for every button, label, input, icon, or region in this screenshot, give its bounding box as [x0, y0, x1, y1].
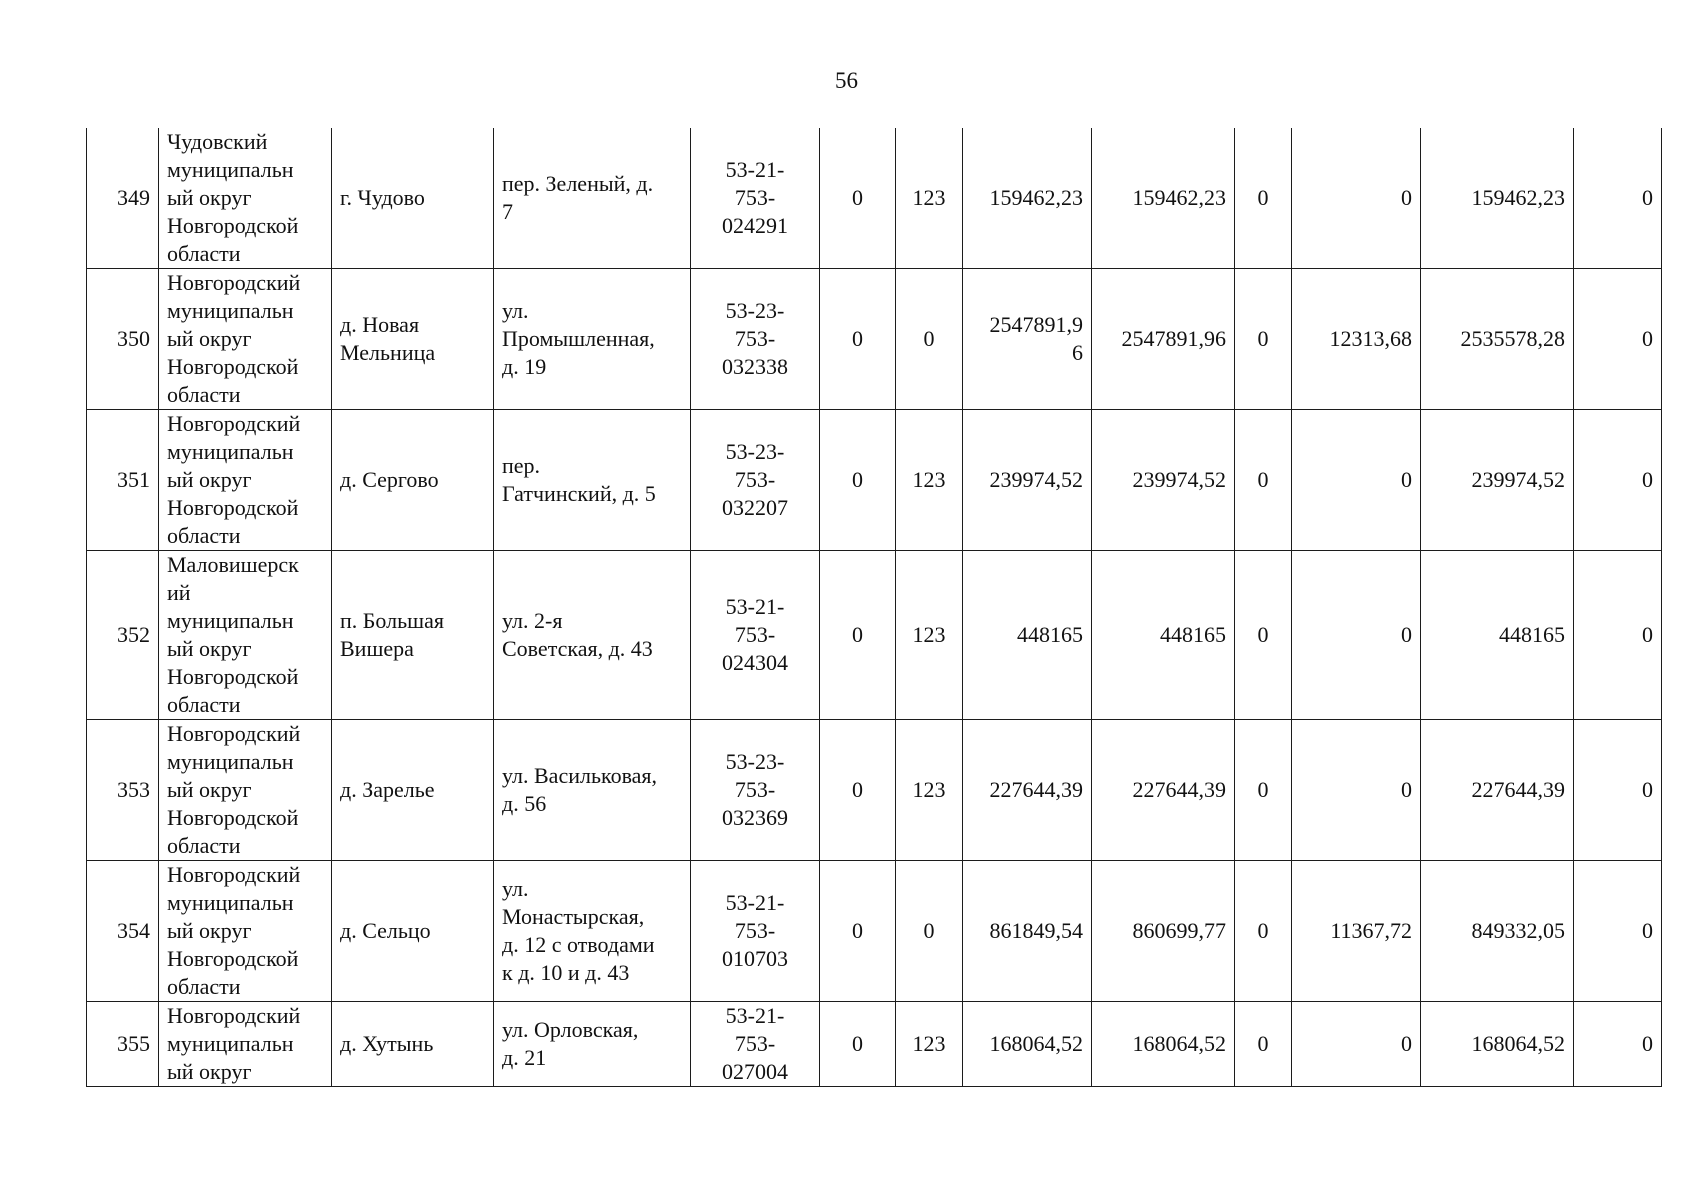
district-cell-line: Новгородской — [167, 805, 299, 830]
amount-cell: 2535578,28 — [1421, 269, 1574, 410]
settlement-cell: д. Хутынь — [332, 1002, 494, 1087]
district-cell-line: муниципальн — [167, 1031, 294, 1056]
object-code-cell — [691, 269, 820, 410]
amount-cell: 168064,52 — [1421, 1002, 1574, 1087]
value-cell: 0 — [820, 410, 896, 551]
district-cell-line: ий — [167, 580, 191, 605]
amount-cell — [963, 410, 1092, 551]
object-code-cell-line: 753- — [734, 918, 776, 943]
district-cell-line: Новгородской — [167, 946, 299, 971]
table-row — [87, 128, 1662, 269]
object-code-cell-line: 753- — [734, 326, 776, 351]
address-cell-line: д. 21 — [502, 1045, 547, 1070]
table-row — [87, 720, 1662, 861]
table-row — [87, 410, 1662, 551]
district-cell-line: ый округ — [167, 1059, 252, 1084]
value-cell: 0 — [820, 1002, 896, 1087]
amount-cell — [963, 861, 1092, 1002]
address-cell-line: д. 56 — [502, 791, 547, 816]
object-code-cell-line: 53-23- — [725, 298, 785, 323]
value-cell: 0 — [896, 861, 963, 1002]
address-cell-line: пер. Зеленый, д. — [502, 171, 654, 196]
address-cell — [494, 1002, 691, 1087]
amount-cell: 0 — [1292, 551, 1421, 720]
amount-cell-line: 168064,52 — [989, 1031, 1083, 1056]
amount-cell-line: 227644,39 — [989, 777, 1083, 802]
district-cell-line: Новгородской — [167, 664, 299, 689]
object-code-cell-line: 010703 — [722, 946, 788, 971]
address-cell — [494, 861, 691, 1002]
address-cell-line: 7 — [502, 199, 513, 224]
district-cell — [159, 128, 332, 269]
district-cell — [159, 1002, 332, 1087]
district-cell-line: области — [167, 523, 241, 548]
amount-cell: 0 — [1292, 410, 1421, 551]
object-code-cell-line: 753- — [734, 777, 776, 802]
value-cell: 123 — [896, 1002, 963, 1087]
object-code-cell-line: 753- — [734, 622, 776, 647]
value-cell: 0 — [896, 269, 963, 410]
value-cell: 0 — [820, 861, 896, 1002]
amount-cell: 448165 — [1092, 551, 1235, 720]
object-code-cell-line: 53-23- — [725, 749, 785, 774]
district-cell-line: Новгородской — [167, 495, 299, 520]
amount-cell: 860699,77 — [1092, 861, 1235, 1002]
object-code-cell — [691, 128, 820, 269]
address-cell — [494, 269, 691, 410]
value-cell: 0 — [1574, 269, 1662, 410]
settlement-cell: д. Зарелье — [332, 720, 494, 861]
amount-cell — [963, 269, 1092, 410]
object-code-cell-line: 753- — [734, 1031, 776, 1056]
value-cell: 123 — [896, 410, 963, 551]
value-cell: 0 — [1235, 410, 1292, 551]
settlement-cell: д. Новая Мельница — [332, 269, 494, 410]
table-row — [87, 551, 1662, 720]
value-cell: 0 — [1574, 551, 1662, 720]
value-cell: 0 — [1574, 1002, 1662, 1087]
district-cell-line: ый округ — [167, 326, 252, 351]
amount-cell: 2547891,96 — [1092, 269, 1235, 410]
amount-cell-line: 448165 — [1017, 622, 1083, 647]
district-cell-line: Новгородский — [167, 270, 301, 295]
value-cell: 0 — [1235, 128, 1292, 269]
district-cell — [159, 410, 332, 551]
amount-cell — [963, 1002, 1092, 1087]
object-code-cell-line: 53-21- — [725, 1003, 785, 1028]
address-cell-line: д. 19 — [502, 354, 547, 379]
address-cell-line: ул. — [502, 876, 529, 901]
amount-cell: 12313,68 — [1292, 269, 1421, 410]
amount-cell: 168064,52 — [1092, 1002, 1235, 1087]
district-cell-line: муниципальн — [167, 890, 294, 915]
value-cell: 123 — [896, 720, 963, 861]
object-code-cell-line: 032207 — [722, 495, 788, 520]
district-cell-line: ый округ — [167, 185, 252, 210]
district-cell — [159, 720, 332, 861]
amount-cell: 448165 — [1421, 551, 1574, 720]
object-code-cell — [691, 551, 820, 720]
district-cell-line: области — [167, 382, 241, 407]
district-cell-line: области — [167, 974, 241, 999]
address-cell — [494, 128, 691, 269]
row-number: 351 — [87, 410, 159, 551]
amount-cell-line: 159462,23 — [989, 185, 1083, 210]
object-code-cell — [691, 1002, 820, 1087]
row-number: 354 — [87, 861, 159, 1002]
district-cell-line: муниципальн — [167, 439, 294, 464]
value-cell: 0 — [1574, 720, 1662, 861]
amount-cell-line: 239974,52 — [989, 467, 1083, 492]
district-cell-line: Маловишерск — [167, 552, 299, 577]
address-cell-line: ул. Васильковая, — [502, 763, 658, 788]
value-cell: 0 — [820, 128, 896, 269]
district-cell-line: ый округ — [167, 918, 252, 943]
amount-cell: 0 — [1292, 1002, 1421, 1087]
page-number: 56 — [835, 68, 858, 93]
district-cell-line: муниципальн — [167, 749, 294, 774]
value-cell: 123 — [896, 128, 963, 269]
value-cell: 0 — [820, 269, 896, 410]
address-cell-line: Монастырская, — [502, 904, 645, 929]
value-cell: 123 — [896, 551, 963, 720]
amount-cell-line: 2547891,9 — [989, 312, 1083, 337]
amount-cell: 159462,23 — [1092, 128, 1235, 269]
amount-cell: 239974,52 — [1421, 410, 1574, 551]
object-code-cell-line: 53-21- — [725, 157, 785, 182]
row-number: 350 — [87, 269, 159, 410]
district-cell-line: Новгородской — [167, 213, 299, 238]
object-code-cell — [691, 410, 820, 551]
amount-cell: 227644,39 — [1092, 720, 1235, 861]
amount-cell-line: 861849,54 — [989, 918, 1083, 943]
address-cell-line: пер. — [502, 453, 541, 478]
amount-cell: 0 — [1292, 720, 1421, 861]
district-cell-line: области — [167, 241, 241, 266]
row-number: 355 — [87, 1002, 159, 1087]
value-cell: 0 — [1235, 551, 1292, 720]
object-code-cell-line: 53-21- — [725, 594, 785, 619]
district-cell — [159, 269, 332, 410]
settlement-cell: п. Большая Вишера — [332, 551, 494, 720]
address-cell-line: Промышленная, — [502, 326, 655, 351]
district-cell-line: области — [167, 692, 241, 717]
register-table — [86, 128, 1662, 1087]
object-code-cell — [691, 720, 820, 861]
district-cell-line: области — [167, 833, 241, 858]
district-cell-line: муниципальн — [167, 157, 294, 182]
value-cell: 0 — [1574, 861, 1662, 1002]
district-cell-line: Новгородской — [167, 354, 299, 379]
amount-cell-line: 6 — [1072, 340, 1083, 365]
row-number: 353 — [87, 720, 159, 861]
value-cell: 0 — [1235, 1002, 1292, 1087]
address-cell-line: ул. 2-я — [502, 608, 563, 633]
amount-cell: 849332,05 — [1421, 861, 1574, 1002]
object-code-cell-line: 032338 — [722, 354, 788, 379]
amount-cell: 159462,23 — [1421, 128, 1574, 269]
table-row — [87, 269, 1662, 410]
district-cell-line: ый округ — [167, 636, 252, 661]
district-cell-line: Новгородский — [167, 411, 301, 436]
address-cell-line: Гатчинский, д. 5 — [502, 481, 656, 506]
row-number: 349 — [87, 128, 159, 269]
district-cell-line: Новгородский — [167, 862, 301, 887]
district-cell-line: ый округ — [167, 467, 252, 492]
address-cell-line: Советская, д. 43 — [502, 636, 653, 661]
object-code-cell-line: 53-23- — [725, 439, 785, 464]
district-cell — [159, 551, 332, 720]
object-code-cell-line: 024291 — [722, 213, 788, 238]
object-code-cell-line: 024304 — [722, 650, 788, 675]
address-cell-line: ул. — [502, 298, 529, 323]
object-code-cell-line: 753- — [734, 467, 776, 492]
object-code-cell-line: 032369 — [722, 805, 788, 830]
district-cell — [159, 861, 332, 1002]
district-cell-line: ый округ — [167, 777, 252, 802]
amount-cell — [963, 128, 1092, 269]
address-cell — [494, 551, 691, 720]
settlement-cell: д. Сергово — [332, 410, 494, 551]
address-cell-line: к д. 10 и д. 43 — [502, 960, 630, 985]
amount-cell — [963, 551, 1092, 720]
value-cell: 0 — [1574, 410, 1662, 551]
settlement-cell: д. Сельцо — [332, 861, 494, 1002]
object-code-cell-line: 53-21- — [725, 890, 785, 915]
value-cell: 0 — [1574, 128, 1662, 269]
table-row — [87, 1002, 1662, 1087]
amount-cell: 11367,72 — [1292, 861, 1421, 1002]
value-cell: 0 — [1235, 861, 1292, 1002]
amount-cell: 239974,52 — [1092, 410, 1235, 551]
address-cell — [494, 410, 691, 551]
address-cell-line: ул. Орловская, — [502, 1017, 639, 1042]
table-row — [87, 861, 1662, 1002]
value-cell: 0 — [1235, 720, 1292, 861]
object-code-cell — [691, 861, 820, 1002]
district-cell-line: Чудовский — [167, 129, 268, 154]
amount-cell: 0 — [1292, 128, 1421, 269]
district-cell-line: Новгородский — [167, 721, 301, 746]
value-cell: 0 — [1235, 269, 1292, 410]
address-cell — [494, 720, 691, 861]
object-code-cell-line: 027004 — [722, 1059, 788, 1084]
address-cell-line: д. 12 с отводами — [502, 932, 655, 957]
settlement-cell: г. Чудово — [332, 128, 494, 269]
row-number: 352 — [87, 551, 159, 720]
object-code-cell-line: 753- — [734, 185, 776, 210]
district-cell-line: муниципальн — [167, 298, 294, 323]
district-cell-line: Новгородский — [167, 1003, 301, 1028]
amount-cell — [963, 720, 1092, 861]
value-cell: 0 — [820, 720, 896, 861]
value-cell: 0 — [820, 551, 896, 720]
district-cell-line: муниципальн — [167, 608, 294, 633]
amount-cell: 227644,39 — [1421, 720, 1574, 861]
